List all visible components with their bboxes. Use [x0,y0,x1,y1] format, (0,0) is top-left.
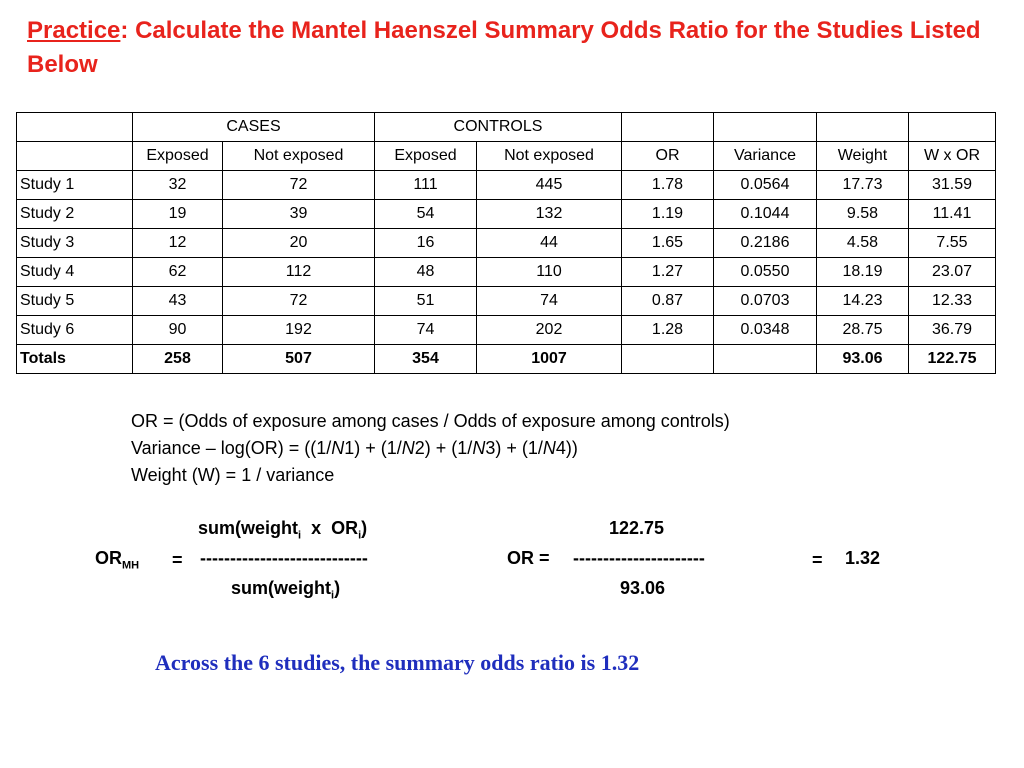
table-cell: 90 [133,316,223,345]
total-cell: 507 [223,345,375,374]
total-cell [714,345,817,374]
table-cell: 14.23 [817,287,909,316]
total-cell [622,345,714,374]
table-cell: 111 [375,171,477,200]
row-label: Totals [17,345,133,374]
table-cell: 1.78 [622,171,714,200]
column-header [17,142,133,171]
table-cell: 110 [477,258,622,287]
table-row [17,287,996,316]
row-label: Study 5 [17,287,133,316]
practice-label: Practice [27,17,121,44]
table-cell: 43 [133,287,223,316]
mh-fraction-line: ---------------------------- [200,548,368,568]
table-cell: 19 [133,200,223,229]
table-cell: 18.19 [817,258,909,287]
column-header: Exposed [375,142,477,171]
table-cell: 28.75 [817,316,909,345]
table-cell: 0.0564 [714,171,817,200]
table-row [17,200,996,229]
header-cell [622,113,714,142]
mh-numerator: sum(weight$_i$ x $OR_i$) [198,518,368,542]
studies-table [16,112,996,374]
total-cell: 258 [133,345,223,374]
table-cell: 39 [223,200,375,229]
table-cell: 44 [477,229,622,258]
computed-denominator: 93.06 [620,578,666,598]
table-cell: 1.65 [622,229,714,258]
title-text: : Calculate the Mantel Haenszel Summary Odds Ratio for the Studies Listed Below [27,17,981,78]
computed-numerator: 122.75 [609,518,665,538]
totals-row [17,345,996,374]
table-cell: 51 [375,287,477,316]
group-header-row [17,113,996,142]
variance-definition: Variance – log(OR) = ((1/N1) + (1/N2) + (1/N3) + (1/N4)) [131,438,578,458]
column-header: Not exposed [477,142,622,171]
header-cell [17,113,133,142]
table-cell: 1.28 [622,316,714,345]
table-cell: 72 [223,171,375,200]
table-cell: 202 [477,316,622,345]
column-header: Not exposed [223,142,375,171]
result-equals: = [812,550,823,570]
table-cell: 11.41 [909,200,996,229]
header-cell [714,113,817,142]
table-cell: 16 [375,229,477,258]
slide-title [27,14,987,82]
table-cell: 32 [133,171,223,200]
conclusion-text: Across the 6 studies, the summary odds ratio is 1.32 [155,650,640,675]
row-label: Study 6 [17,316,133,345]
table-cell: 48 [375,258,477,287]
row-label: Study 2 [17,200,133,229]
table-cell: 72 [223,287,375,316]
table-cell: 31.59 [909,171,996,200]
header-cell [909,113,996,142]
table-cell: 74 [375,316,477,345]
total-cell: 354 [375,345,477,374]
mh-equals: = [172,550,183,570]
row-label: Study 3 [17,229,133,258]
table-row [17,229,996,258]
table-cell: 36.79 [909,316,996,345]
table-cell: 54 [375,200,477,229]
table-cell: 9.58 [817,200,909,229]
table-cell: 7.55 [909,229,996,258]
header-cases: CASES [133,113,375,142]
column-header: Exposed [133,142,223,171]
computed-or-label: OR = [507,548,550,568]
mh-denominator: sum(weight$_i$) [231,578,341,602]
table-cell: 23.07 [909,258,996,287]
table-row [17,258,996,287]
table-cell: 62 [133,258,223,287]
table-row [17,316,996,345]
table-cell: 1.19 [622,200,714,229]
table-cell: 1.27 [622,258,714,287]
table-row [17,171,996,200]
table-cell: 112 [223,258,375,287]
table-cell: 132 [477,200,622,229]
table-cell: 0.87 [622,287,714,316]
or-definition: OR = (Odds of exposure among cases / Odds of exposure among controls) [131,411,730,431]
result-value: 1.32 [845,548,881,568]
total-cell: 122.75 [909,345,996,374]
total-cell: 1007 [477,345,622,374]
table-cell: 0.1044 [714,200,817,229]
column-header: Weight [817,142,909,171]
header-controls: CONTROLS [375,113,622,142]
table-cell: 74 [477,287,622,316]
row-label: Study 1 [17,171,133,200]
table-cell: 20 [223,229,375,258]
table-cell: 12 [133,229,223,258]
table-cell: 0.0703 [714,287,817,316]
column-header: OR [622,142,714,171]
notes-block [131,408,730,489]
mh-or-label: $OR_{MH}$ [95,548,140,572]
table-cell: 0.2186 [714,229,817,258]
table-cell: 12.33 [909,287,996,316]
column-header: W x OR [909,142,996,171]
column-header-row [17,142,996,171]
column-header: Variance [714,142,817,171]
total-cell: 93.06 [817,345,909,374]
table-cell: 0.0550 [714,258,817,287]
weight-definition: Weight (W) = 1 / variance [131,465,335,485]
table-cell: 445 [477,171,622,200]
table-cell: 17.73 [817,171,909,200]
computed-fraction-line: ---------------------- [573,548,705,568]
table-cell: 192 [223,316,375,345]
table-cell: 4.58 [817,229,909,258]
table-cell: 0.0348 [714,316,817,345]
header-cell [817,113,909,142]
row-label: Study 4 [17,258,133,287]
